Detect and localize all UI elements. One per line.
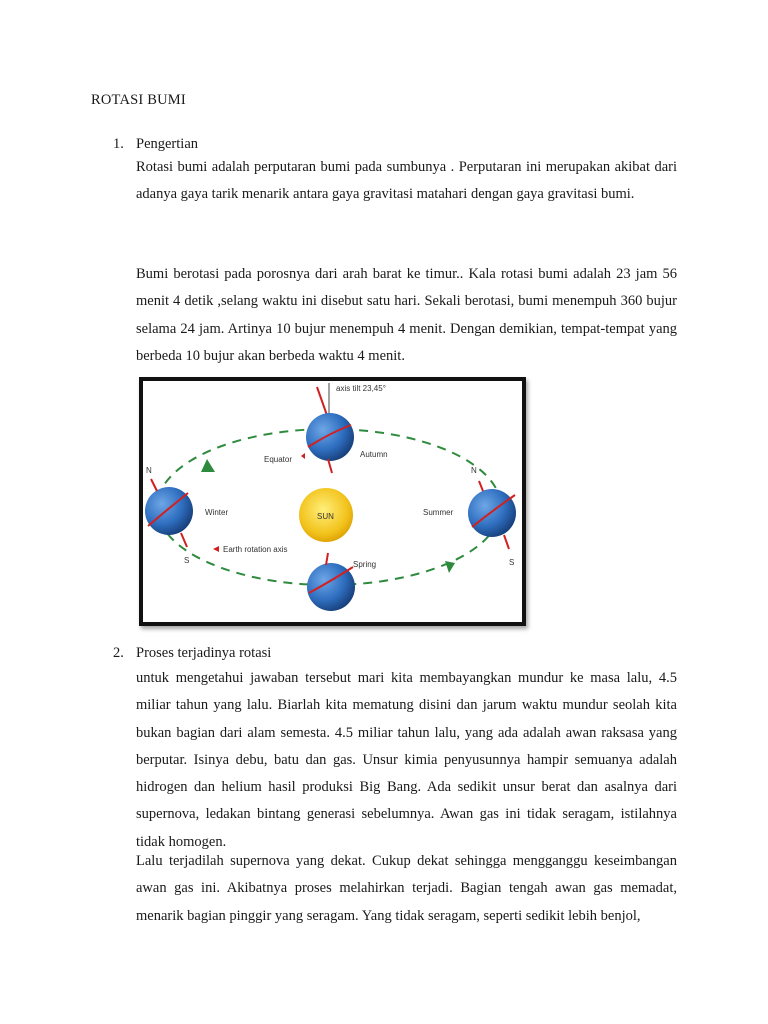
section-1-heading: Pengertian <box>136 136 199 152</box>
north-label-right: N <box>471 466 477 475</box>
orbit-arrow-icon <box>445 561 455 573</box>
earth-summer-icon <box>468 489 516 537</box>
orbit-arrow-icon <box>201 459 215 472</box>
south-label-right: S <box>509 558 515 567</box>
sun-label: SUN <box>317 512 334 521</box>
section-1-paragraph-1: Rotasi bumi adalah perputaran bumi pada sumbunya . Perputaran ini merupakan akibat dari adanya gaya tarik menarik antara gaya gravitasi matahari dengan gaya gravitasi bumi. <box>136 159 677 203</box>
autumn-label: Autumn <box>360 450 388 459</box>
equator-label: Equator <box>264 455 293 464</box>
earth-autumn-icon <box>306 413 354 461</box>
spring-label: Spring <box>353 560 377 569</box>
section-2-paragraph-1: untuk mengetahui jawaban tersebut mari kita membayangkan mundur ke masa lalu, 4.5 miliar tahun yang lalu. Biarlah kita mematung disini dan jarum waktu mundur seolah kita bukan bagian dari alam semesta. 4.5 miliar tahun lalu, yang ada adalah awan raksasa yang berputar. Isinya debu, batu dan gas. Unsur kimia penyusunnya hampir semuanya adalah hidrogen dan helium hasil produksi Big Bang. Ada sedikit unsur berat dan asalnya dari supernova, ledakan bintang generasi sebelumnya. Awan gas ini tidak seragam, istilahnya tidak homogen. <box>136 670 677 850</box>
section-2-paragraph-2: Lalu terjadilah supernova yang dekat. Cukup dekat sehingga mengganggu keseimbangan awan gas ini. Akibatnya proses melahirkan terjadi. Bagian tengah awan gas memadat, menarik bagian pinggir yang seragam. Yang tidak seragam, seperti sedikit lebih benjol, <box>136 853 677 924</box>
earth-orbit-figure <box>139 377 526 626</box>
winter-label: Winter <box>205 508 229 517</box>
earth-rotation-axis-label: Earth rotation axis <box>223 545 288 554</box>
section-1-paragraph-2: Bumi berotasi pada porosnya dari arah barat ke timur.. Kala rotasi bumi adalah 23 jam 56 menit 4 detik ,selang waktu ini disebut satu hari. Sekali berotasi, bumi menempuh 360 bujur selama 24 jam. Artinya 10 bujur menempuh 4 menit. Dengan demikian, tempat-tempat yang berbeda 10 bujur akan berbeda waktu 4 menit. <box>136 266 677 364</box>
section-2-heading: Proses terjadinya rotasi <box>136 645 272 661</box>
summer-label: Summer <box>423 508 454 517</box>
north-label-left: N <box>146 466 152 475</box>
axis-tilt-label: axis tilt 23,45° <box>336 384 386 393</box>
section-2-number: 2. <box>113 645 124 661</box>
page-title: ROTASI BUMI <box>91 92 186 108</box>
south-label-left: S <box>184 556 190 565</box>
section-1-number: 1. <box>113 136 124 152</box>
